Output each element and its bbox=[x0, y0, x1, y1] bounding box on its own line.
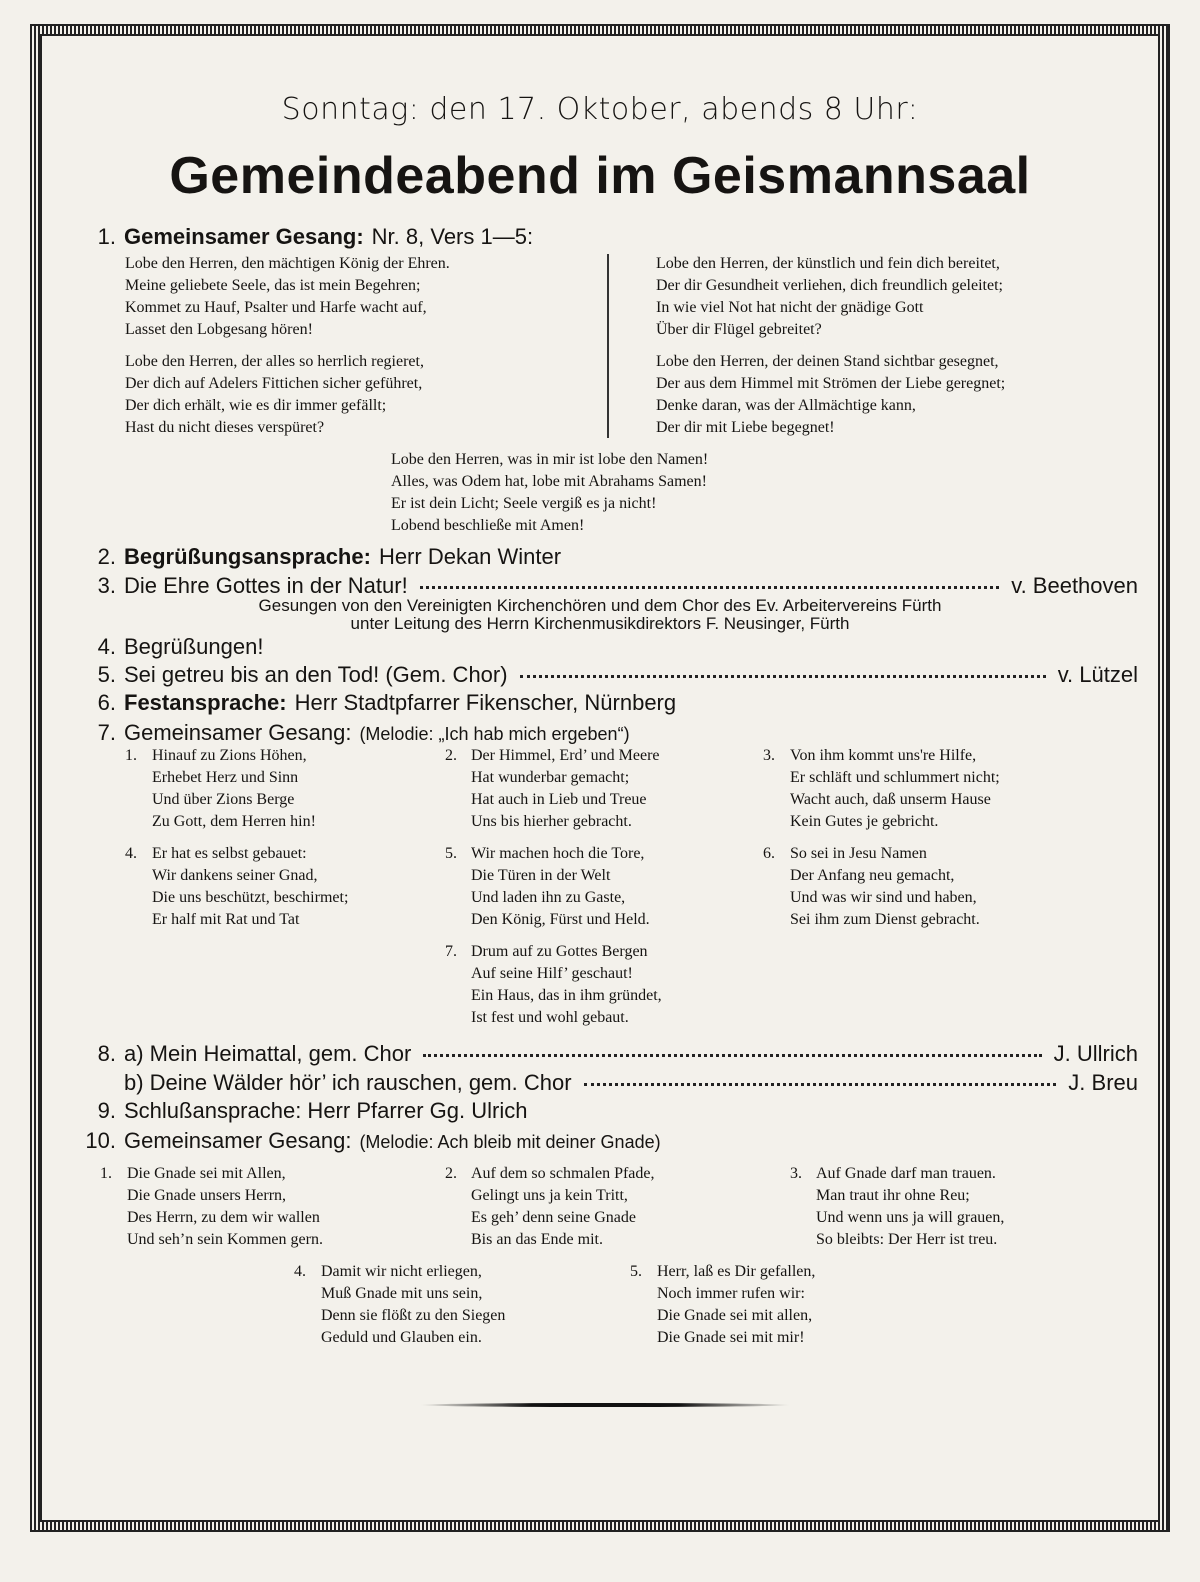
item-number: 10. bbox=[85, 1128, 116, 1153]
item-text: Herr Stadtpfarrer Fikenscher, Nürnberg bbox=[294, 690, 677, 715]
stanza-line: Erhebet Herz und Sinn bbox=[152, 769, 299, 786]
stanza-line: Damit wir nicht erliegen, bbox=[321, 1263, 482, 1280]
item-text: Gemeinsamer Gesang: bbox=[124, 1128, 352, 1153]
stanza-line: Und laden ihn zu Gaste, bbox=[471, 889, 626, 906]
stanza-line: Er hat es selbst gebauet: bbox=[152, 845, 307, 862]
stanza-line: Er half mit Rat und Tat bbox=[152, 911, 300, 928]
stanza-line: Muß Gnade mit uns sein, bbox=[321, 1285, 483, 1302]
stanza-line: Der aus dem Himmel mit Strömen der Liebe geregnet; bbox=[656, 375, 1006, 392]
stanza-line: Man traut ihr ohne Reu; bbox=[816, 1187, 970, 1204]
performer-note: unter Leitung des Herrn Kirchenmusikdirektors F. Neusinger, Fürth bbox=[350, 614, 850, 633]
item-text: Nr. 8, Vers 1—5: bbox=[371, 224, 534, 249]
event-date: Sonntag: den 17. Oktober, abends 8 Uhr: bbox=[281, 92, 919, 127]
composer: J. Breu bbox=[1068, 1070, 1138, 1095]
stanza-line: Lobend beschließe mit Amen! bbox=[391, 517, 585, 534]
stanza-line: Noch immer rufen wir: bbox=[657, 1285, 805, 1302]
stanza-line: Lobe den Herren, der alles so herrlich regieret, bbox=[125, 353, 424, 370]
stanza-number: 4. bbox=[294, 1263, 306, 1280]
item-number: 1. bbox=[97, 224, 116, 249]
composer: J. Ullrich bbox=[1053, 1041, 1138, 1066]
item-label: Gemeinsamer Gesang: bbox=[124, 224, 364, 249]
item-text: Begrüßungen! bbox=[124, 634, 264, 659]
melody-note: (Melodie: „Ich hab mich ergeben“) bbox=[359, 724, 630, 744]
performer-note: Gesungen von den Vereinigten Kirchenchören und dem Chor des Ev. Arbeitervereins Fürth bbox=[258, 596, 942, 615]
stanza-line: Wacht auch, daß unserm Hause bbox=[790, 791, 991, 808]
stanza-number: 4. bbox=[125, 845, 137, 862]
stanza-number: 5. bbox=[630, 1263, 642, 1280]
stanza-line: Gelingt uns ja kein Tritt, bbox=[471, 1187, 628, 1204]
program-item bbox=[82, 690, 1138, 716]
stanza-number: 6. bbox=[763, 845, 775, 862]
item-number: 2. bbox=[97, 544, 116, 569]
item-number: 6. bbox=[97, 690, 116, 715]
page-title: Gemeindeabend im Geismannsaal bbox=[169, 147, 1031, 205]
stanza-line: Der dich auf Adelers Fittichen sicher geführet, bbox=[125, 375, 423, 392]
stanza-number: 3. bbox=[790, 1165, 802, 1182]
stanza-number: 1. bbox=[125, 747, 137, 764]
stanza-line: Von ihm kommt uns're Hilfe, bbox=[790, 747, 977, 764]
stanza-line: Auf Gnade darf man trauen. bbox=[816, 1165, 996, 1182]
stanza-line: Der dich erhält, wie es dir immer gefällt; bbox=[125, 397, 387, 414]
stanza-line: Er schläft und schlummert nicht; bbox=[790, 769, 1000, 786]
stanza-number: 3. bbox=[763, 747, 775, 764]
stanza-line: Denn sie flößt zu den Siegen bbox=[321, 1307, 506, 1324]
program-item bbox=[82, 1070, 1138, 1096]
item-number: 3. bbox=[97, 573, 116, 598]
program-item bbox=[82, 634, 1138, 660]
stanza-line: Zu Gott, dem Herren hin! bbox=[152, 813, 316, 830]
stanza-line: Lobe den Herren, der künstlich und fein dich bereitet, bbox=[656, 255, 1000, 272]
stanza-number: 2. bbox=[445, 1165, 457, 1182]
stanza-line: Kein Gutes je gebricht. bbox=[790, 813, 939, 830]
stanza-line: Die Gnade sei mit mir! bbox=[657, 1329, 805, 1346]
program-item bbox=[82, 224, 1138, 250]
program-item bbox=[82, 662, 1138, 688]
stanza-line: Denke daran, was der Allmächtige kann, bbox=[656, 397, 916, 414]
stanza-line: Und seh’n sein Kommen gern. bbox=[127, 1231, 323, 1248]
stanza-line: Hat wunderbar gemacht; bbox=[471, 769, 630, 786]
composer: v. Beethoven bbox=[1011, 573, 1138, 598]
stanza-number: 1. bbox=[100, 1165, 112, 1182]
composer: v. Lützel bbox=[1057, 662, 1138, 687]
stanza-line: Des Herrn, zu dem wir wallen bbox=[127, 1209, 320, 1226]
stanza-line: Hat auch in Lieb und Treue bbox=[471, 791, 647, 808]
stanza-line: Lobe den Herren, den mächtigen König der Ehren. bbox=[125, 255, 450, 272]
stanza-line: Lobe den Herren, der deinen Stand sichtbar gesegnet, bbox=[656, 353, 999, 370]
item-number: 7. bbox=[97, 720, 116, 745]
stanza-line: Drum auf zu Gottes Bergen bbox=[471, 943, 648, 960]
item-number: 4. bbox=[97, 634, 116, 659]
stanza-line: Ein Haus, das in ihm gründet, bbox=[471, 987, 662, 1004]
stanza-line: Hinauf zu Zions Höhen, bbox=[152, 747, 307, 764]
stanza-line: Auf dem so schmalen Pfade, bbox=[471, 1165, 655, 1182]
dot-leader bbox=[520, 675, 1046, 678]
stanza-line: Der dir mit Liebe begegnet! bbox=[656, 419, 835, 436]
stanza-number: 7. bbox=[445, 943, 457, 960]
stanza-line: In wie viel Not hat nicht der gnädige Gott bbox=[656, 299, 924, 316]
stanza-line: Es geh’ denn seine Gnade bbox=[471, 1209, 636, 1226]
stanza-line: Geduld und Glauben ein. bbox=[321, 1329, 482, 1346]
stanza-line: Meine geliebete Seele, das ist mein Begehren; bbox=[125, 277, 421, 294]
stanza-line: Die Türen in der Welt bbox=[471, 867, 611, 884]
stanza-line: Und wenn uns ja will grauen, bbox=[816, 1209, 1005, 1226]
program-item bbox=[82, 1098, 1138, 1124]
stanza-line: Uns bis hierher gebracht. bbox=[471, 813, 632, 830]
item-label: Begrüßungsansprache: bbox=[124, 544, 371, 569]
stanza-line: So sei in Jesu Namen bbox=[790, 845, 927, 862]
program-item bbox=[82, 1128, 1138, 1154]
stanza-line: Der Himmel, Erd’ und Meere bbox=[471, 747, 660, 764]
item-number: 8. bbox=[97, 1041, 116, 1066]
stanza-line: Wir dankens seiner Gnad, bbox=[152, 867, 318, 884]
stanza-line: Wir machen hoch die Tore, bbox=[471, 845, 645, 862]
stanza-line: Die Gnade sei mit Allen, bbox=[127, 1165, 286, 1182]
stanza-line: Die Gnade sei mit allen, bbox=[657, 1307, 813, 1324]
item-number: 9. bbox=[97, 1098, 116, 1123]
stanza-line: Kommet zu Hauf, Psalter und Harfe wacht auf, bbox=[125, 299, 427, 316]
stanza-line: Ist fest und wohl gebaut. bbox=[471, 1009, 629, 1026]
stanza-line: Der dir Gesundheit verliehen, dich freundlich geleitet; bbox=[656, 277, 1003, 294]
item-text: b) Deine Wälder hör’ ich rauschen, gem. Chor bbox=[124, 1070, 572, 1095]
program-item bbox=[82, 1041, 1138, 1067]
closing-ornament bbox=[420, 1403, 790, 1407]
stanza-line: Sei ihm zum Dienst gebracht. bbox=[790, 911, 980, 928]
stanza-number: 5. bbox=[445, 845, 457, 862]
stanza-line: Herr, laß es Dir gefallen, bbox=[657, 1263, 816, 1280]
column-divider bbox=[607, 254, 609, 438]
dot-leader bbox=[584, 1083, 1057, 1086]
program-item bbox=[82, 720, 1138, 746]
item-text: a) Mein Heimattal, gem. Chor bbox=[124, 1041, 412, 1066]
stanza-line: Über dir Flügel gebreitet? bbox=[656, 321, 822, 338]
stanza-line: Hast du nicht dieses verspüret? bbox=[125, 419, 325, 436]
stanza-line: Und was wir sind und haben, bbox=[790, 889, 977, 906]
dot-leader bbox=[420, 586, 1000, 589]
stanza-line: Lobe den Herren, was in mir ist lobe den Namen! bbox=[391, 451, 709, 468]
program-item bbox=[82, 544, 1138, 570]
item-text: Herr Dekan Winter bbox=[378, 544, 562, 569]
item-text: Sei getreu bis an den Tod! (Gem. Chor) bbox=[124, 662, 508, 687]
stanza-line: So bleibts: Der Herr ist treu. bbox=[816, 1231, 998, 1248]
stanza-line: Alles, was Odem hat, lobe mit Abrahams Samen! bbox=[391, 473, 707, 490]
stanza-line: Die Gnade unsers Herrn, bbox=[127, 1187, 287, 1204]
stanza-line: Die uns beschützt, beschirmet; bbox=[152, 889, 349, 906]
item-text: Die Ehre Gottes in der Natur! bbox=[124, 573, 408, 598]
dot-leader bbox=[423, 1054, 1041, 1057]
item-label: Festansprache: bbox=[124, 690, 287, 715]
stanza-line: Auf seine Hilf’ geschaut! bbox=[471, 965, 633, 982]
stanza-number: 2. bbox=[445, 747, 457, 764]
item-text: Gemeinsamer Gesang: bbox=[124, 720, 352, 745]
stanza-line: Den König, Fürst und Held. bbox=[471, 911, 650, 928]
stanza-line: Lasset den Lobgesang hören! bbox=[125, 321, 313, 338]
stanza-line: Er ist dein Licht; Seele vergiß es ja nicht! bbox=[391, 495, 657, 512]
melody-note: (Melodie: Ach bleib mit deiner Gnade) bbox=[359, 1132, 661, 1152]
item-number: 5. bbox=[97, 662, 116, 687]
stanza-line: Der Anfang neu gemacht, bbox=[790, 867, 955, 884]
stanza-line: Bis an das Ende mit. bbox=[471, 1231, 603, 1248]
item-text: Schlußansprache: Herr Pfarrer Gg. Ulrich bbox=[124, 1098, 528, 1123]
stanza-line: Und über Zions Berge bbox=[152, 791, 295, 808]
